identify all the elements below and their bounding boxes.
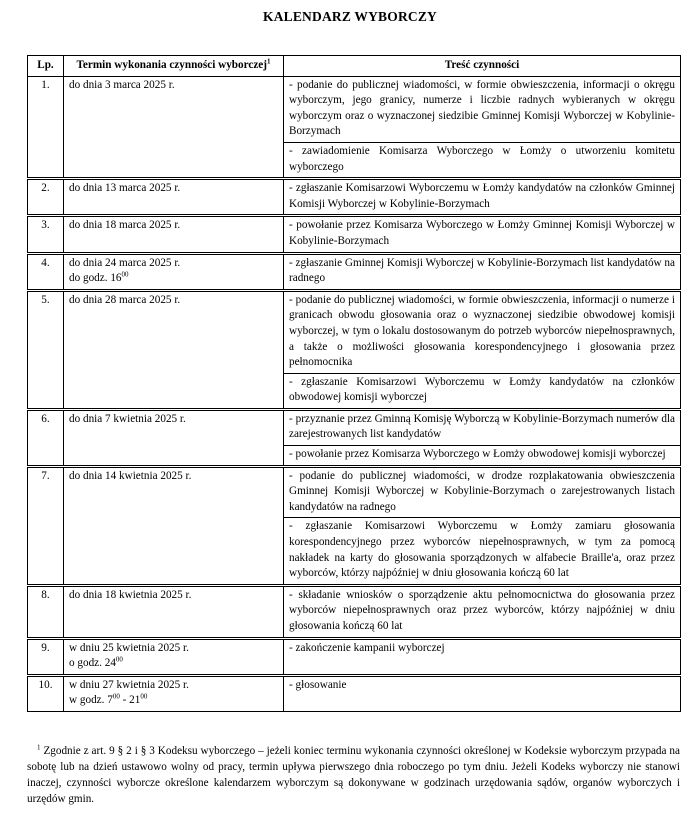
term-cell (64, 216, 284, 253)
activity-cell: - podanie do publicznej wiadomości, w formie obwieszczenia, informacji o numerze i granicach obwodu głosowania oraz o wyznaczonej siedzibie obwodowej komisji wyborczej, w tym o lokalu dostosowanym do potrzeb wyborców niepełnosprawnych, a także o możliwości głosowania korespondencyjnego i głosowania przez pełnomocnika (284, 290, 681, 373)
term-date: do dnia 7 kwietnia 2025 r. (69, 412, 186, 425)
activity-cell: - zgłaszanie Komisarzowi Wyborczemu w Łomży kandydatów na członków Gminnej Komisji Wyborczej w Kobylinie-Borzymach (284, 179, 681, 216)
table-row (28, 290, 681, 373)
term-time-label: o godz. 24 (69, 657, 116, 670)
term-time (69, 271, 278, 287)
table-row (28, 76, 681, 142)
row-number: 10. (28, 675, 64, 711)
row-number: 7. (28, 466, 64, 585)
term-cell (64, 290, 284, 409)
activity-cell: - zgłaszanie Komisarzowi Wyborczemu w Łomży zamiaru głosowania korespondencyjnego przez wyborców niepełnosprawnych, w tym za pomocą nakładek na karty do głosowania sporządzonych w alfabecie Braille'a, oraz przez wyborców, którzy najpóźniej w dniu głosowania kończą 60 lat (284, 518, 681, 585)
activity-cell: - zgłaszanie Komisarzowi Wyborczemu w Łomży kandydatów na członków obwodowej komisji wyborczej (284, 373, 681, 409)
row-number: 6. (28, 409, 64, 466)
term-date: do dnia 14 kwietnia 2025 r. (69, 469, 192, 482)
row-number: 3. (28, 216, 64, 253)
header-term (64, 56, 284, 77)
term-date: do dnia 18 kwietnia 2025 r. (69, 588, 192, 601)
page-title: KALENDARZ WYBORCZY (263, 9, 437, 24)
term-time-minutes: 00 (115, 655, 123, 664)
table-row (28, 179, 681, 216)
table-row (28, 409, 681, 445)
activity-cell: - przyznanie przez Gminną Komisję Wyborczą w Kobylinie-Borzymach numerów dla zarejestrowanych list kandydatów (284, 409, 681, 445)
table-row (28, 585, 681, 638)
election-calendar-table (27, 55, 681, 712)
term-date: w dniu 27 kwietnia 2025 r. (69, 678, 189, 691)
activity-cell: - podanie do publicznej wiadomości, w drodze rozplakatowania obwieszczenia Gminnej Komisji Wyborczej w Kobylinie-Borzymach o zarejestrowanych listach kandydatów na radnego (284, 466, 681, 518)
table-header-row (28, 56, 681, 77)
header-content: Treść czynności (284, 56, 681, 77)
term-cell (64, 675, 284, 711)
term-time-minutes: 00 (112, 692, 120, 701)
term-date: do dnia 13 marca 2025 r. (69, 182, 181, 195)
row-number: 5. (28, 290, 64, 409)
term-cell (64, 409, 284, 466)
row-number: 2. (28, 179, 64, 216)
activity-cell: - podanie do publicznej wiadomości, w formie obwieszczenia, informacji o okręgu wyborczym, jego granicy, numerze i liczbie radnych wybieranych w okręgu wyborczym oraz o wyznaczonej siedzibie Gminnej Komisji Wyborczej w Kobylinie-Borzymach (284, 76, 681, 142)
term-cell (64, 76, 284, 179)
activity-cell: - powołanie przez Komisarza Wyborczego w Łomży Gminnej Komisji Wyborczej w Kobylinie-Borzymach (284, 216, 681, 253)
term-cell (64, 466, 284, 585)
activity-cell: - powołanie przez Komisarza Wyborczego w Łomży obwodowej komisji wyborczej (284, 446, 681, 467)
table-row (28, 638, 681, 675)
term-time-label: w godz. 7 (69, 694, 113, 707)
term-time (69, 693, 278, 709)
term-date: do dnia 18 marca 2025 r. (69, 219, 181, 232)
table-row (28, 253, 681, 290)
table-row (28, 466, 681, 518)
term-date: w dniu 25 kwietnia 2025 r. (69, 641, 189, 654)
activity-cell: - zakończenie kampanii wyborczej (284, 638, 681, 675)
table-row (28, 675, 681, 711)
activity-cell: - zgłaszanie Gminnej Komisji Wyborczej w Kobylinie-Borzymach list kandydatów na radnego (284, 253, 681, 290)
term-date: do dnia 24 marca 2025 r. (69, 256, 181, 269)
row-number: 8. (28, 585, 64, 638)
activity-cell: - składanie wniosków o sporządzenie aktu pełnomocnictwa do głosowania przez wyborców niepełnosprawnych oraz przez wyborców, którzy najpóźniej w dniu głosowania kończą 60 lat (284, 585, 681, 638)
footnote-text: Zgodnie z art. 9 § 2 i § 3 Kodeksu wyborczego – jeżeli koniec terminu wykonania czynności określonej w Kodeksie wyborczym przypada na sobotę lub na dzień ustawowo wolny od pracy, termin upływa pierwszego dnia roboczego po tym dniu. Jeżeli Kodeks wyborczy nie stanowi inaczej, czynności wyborcze określone kalendarzem wyborczym są dokonywane w godzinach urzędowania sądów, organów wyborczych i urzędów gmin. (27, 745, 680, 805)
activity-cell: - zawiadomienie Komisarza Wyborczego w Łomży o utworzeniu komitetu wyborczego (284, 142, 681, 178)
term-cell (64, 179, 284, 216)
table-body (28, 76, 681, 711)
header-lp: Lp. (28, 56, 64, 77)
term-time (69, 656, 278, 672)
footnote-ref: 1 (267, 57, 271, 66)
row-number: 9. (28, 638, 64, 675)
table-row (28, 216, 681, 253)
term-date: do dnia 28 marca 2025 r. (69, 293, 181, 306)
footnote (27, 743, 680, 807)
term-date: do dnia 3 marca 2025 r. (69, 78, 175, 91)
term-time-end-minutes: 00 (140, 692, 148, 701)
term-cell (64, 585, 284, 638)
header-term-label: Termin wykonania czynności wyborczej (76, 59, 267, 71)
footnote-marker: 1 (37, 743, 41, 752)
activity-cell: - głosowanie (284, 675, 681, 711)
term-cell (64, 638, 284, 675)
term-time-label: do godz. 16 (69, 272, 122, 285)
row-number: 4. (28, 253, 64, 290)
term-cell (64, 253, 284, 290)
term-time-minutes: 00 (121, 270, 129, 279)
row-number: 1. (28, 76, 64, 179)
term-time-end: - 21 (119, 694, 141, 707)
